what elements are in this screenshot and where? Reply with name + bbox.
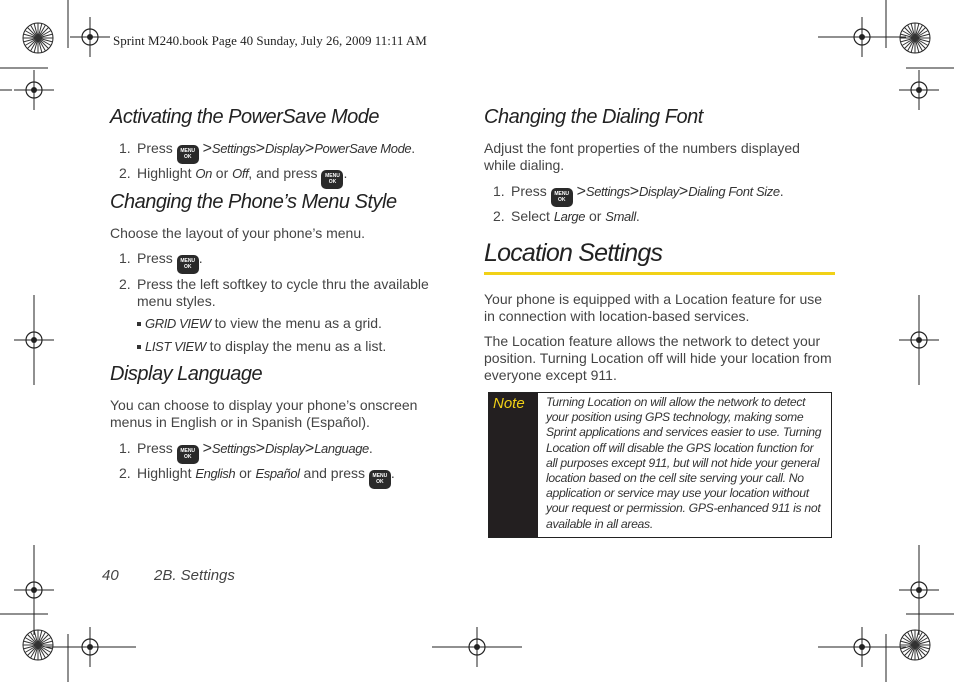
language-step-2: 2. Highlight English or Español and press MENU OK . <box>119 465 395 489</box>
menu-ok-key-icon: MENU OK <box>177 255 199 274</box>
bullet-list-view: LIST VIEW to display the menu as a list. <box>137 338 386 354</box>
menu-ok-key-icon: MENU OK <box>369 470 391 489</box>
display-language-intro: You can choose to display your phone’s onscreen menus in English or in Spanish (Español). <box>110 397 418 430</box>
section-name: 2B. Settings <box>154 567 235 584</box>
crosshair-dot <box>87 34 93 40</box>
heading-menu-style: Changing the Phone’s Menu Style <box>110 191 397 213</box>
menu-ok-key-icon: MENU OK <box>551 188 573 207</box>
heading-powersave: Activating the PowerSave Mode <box>110 106 379 128</box>
print-header: Sprint M240.book Page 40 Sunday, July 26, 2009 11:11 AM <box>113 33 427 48</box>
page-number: 40 <box>102 567 119 584</box>
menu-style-step-2: 2. Press the left softkey to cycle thru the available menu styles. <box>119 276 429 309</box>
note-text: Turning Location on will allow the network to detect your position using GPS technology, making some Sprint applications and services easier to use. Turning Location off will disable the GPS location function for all purposes except 911, but will not hide your general location based on the cell site serving your call. No application or service may use your location without your request or permission. GPS-enhanced 911 is not available in all areas. <box>546 395 822 531</box>
heading-dialing-font: Changing the Dialing Font <box>484 106 703 128</box>
powersave-step-2: 2. Highlight On or Off, and press MENU OK . <box>119 165 347 189</box>
menu-ok-key-icon: MENU OK <box>177 145 199 164</box>
location-paragraph-2: The Location feature allows the network to detect your position. Turning Location off will hide your location from everyone except 911. <box>484 333 832 383</box>
dialing-font-step-2: 2. Select Large or Small. <box>493 208 640 224</box>
heading-underline <box>484 272 835 275</box>
heading-location-settings: Location Settings <box>484 239 663 267</box>
dialing-font-intro: Adjust the font properties of the numbers displayed while dialing. <box>484 140 800 173</box>
menu-ok-key-icon: MENU OK <box>177 445 199 464</box>
dialing-font-step-1: 1. Press MENU OK >Settings>Display>Dialing Font Size. <box>493 183 784 207</box>
crosshair-dot <box>31 87 37 93</box>
menu-style-intro: Choose the layout of your phone’s menu. <box>110 225 366 241</box>
crosshair-dot <box>916 87 922 93</box>
language-step-1: 1. Press MENU OK >Settings>Display>Language. <box>119 440 373 464</box>
powersave-step-1: 1. Press MENU OK >Settings>Display>PowerSave Mode. <box>119 140 415 164</box>
menu-style-step-1: 1. Press MENU OK . <box>119 250 203 274</box>
note-label: Note <box>489 393 538 537</box>
bullet-grid-view: GRID VIEW to view the menu as a grid. <box>137 315 382 331</box>
menu-ok-key-icon: MENU OK <box>321 170 343 189</box>
heading-display-language: Display Language <box>110 363 263 385</box>
note-box <box>488 392 832 538</box>
location-paragraph-1: Your phone is equipped with a Location feature for use in connection with location-based services. <box>484 291 823 324</box>
